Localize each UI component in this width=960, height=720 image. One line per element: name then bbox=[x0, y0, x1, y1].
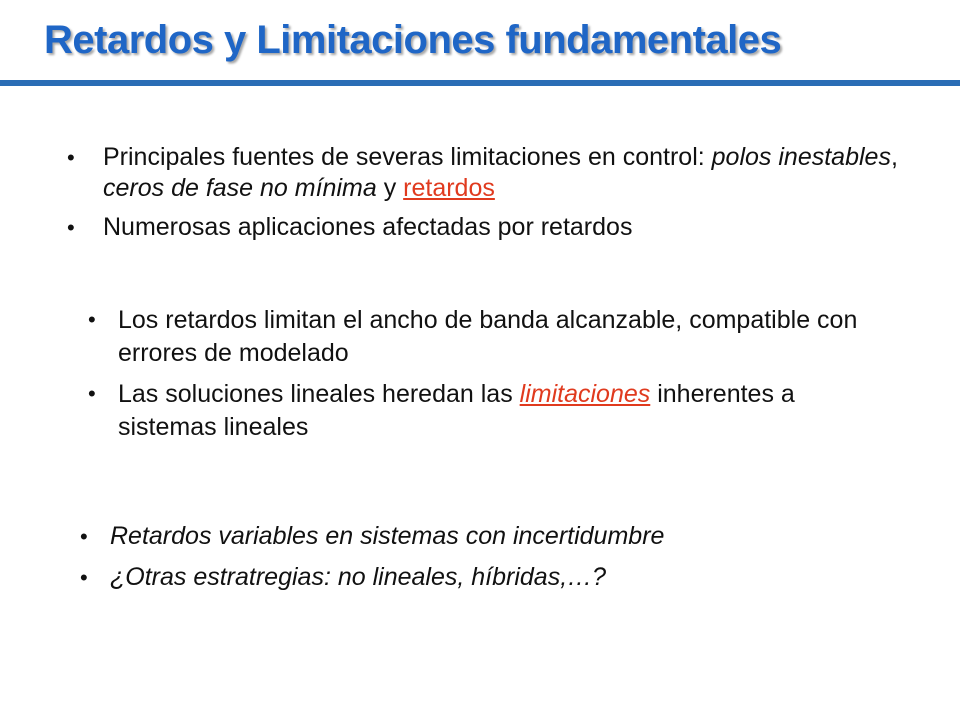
title-divider bbox=[0, 80, 960, 86]
bullet-list-sources bbox=[0, 142, 960, 243]
bullet-text bbox=[103, 142, 903, 204]
retardos-link[interactable]: retardos bbox=[403, 174, 495, 202]
bullet-item-applications bbox=[0, 212, 960, 243]
separator-text: y bbox=[376, 174, 404, 202]
bullet-item-linear-solutions bbox=[0, 378, 960, 444]
limitaciones-link[interactable]: limitaciones bbox=[519, 380, 651, 408]
bullet-text bbox=[118, 378, 878, 444]
bullet-item-bandwidth bbox=[0, 304, 960, 370]
bullet-list-strategies bbox=[0, 521, 960, 593]
bullet-item-other-strategies bbox=[0, 562, 960, 593]
bullet-icon: • bbox=[67, 215, 75, 240]
bullet-icon: • bbox=[80, 524, 88, 549]
separator-text: , bbox=[890, 143, 898, 171]
bullet-icon: • bbox=[88, 307, 96, 332]
bullet-icon: • bbox=[67, 145, 75, 170]
bullet-icon: • bbox=[80, 565, 88, 590]
bullet-item-variable-delays bbox=[0, 521, 960, 552]
bullet-text: Numerosas aplicaciones afectadas por retardos bbox=[103, 213, 633, 241]
unstable-poles-text: polos inestables bbox=[711, 143, 891, 171]
bullet-list-bandwidth bbox=[0, 304, 960, 444]
bullet-text-part: Principales fuentes de severas limitaciones en control: bbox=[103, 143, 712, 171]
bullet-text: ¿Otras estratregias: no lineales, híbridas,…? bbox=[110, 563, 607, 591]
bullet-item-limitation-sources bbox=[0, 142, 960, 204]
bullet-text: Retardos variables en sistemas con incertidumbre bbox=[110, 522, 665, 550]
bullet-text-part: inherentes a sistemas lineales bbox=[118, 380, 795, 441]
bullet-text: Los retardos limitan el ancho de banda alcanzable, compatible con errores de modelado bbox=[118, 306, 858, 367]
bullet-icon: • bbox=[88, 381, 96, 406]
non-minimum-phase-zeros-text: ceros de fase no mínima bbox=[103, 174, 377, 202]
bullet-text-part: Las soluciones lineales heredan las bbox=[118, 380, 520, 408]
slide-title: Retardos y Limitaciones fundamentales bbox=[44, 18, 782, 62]
